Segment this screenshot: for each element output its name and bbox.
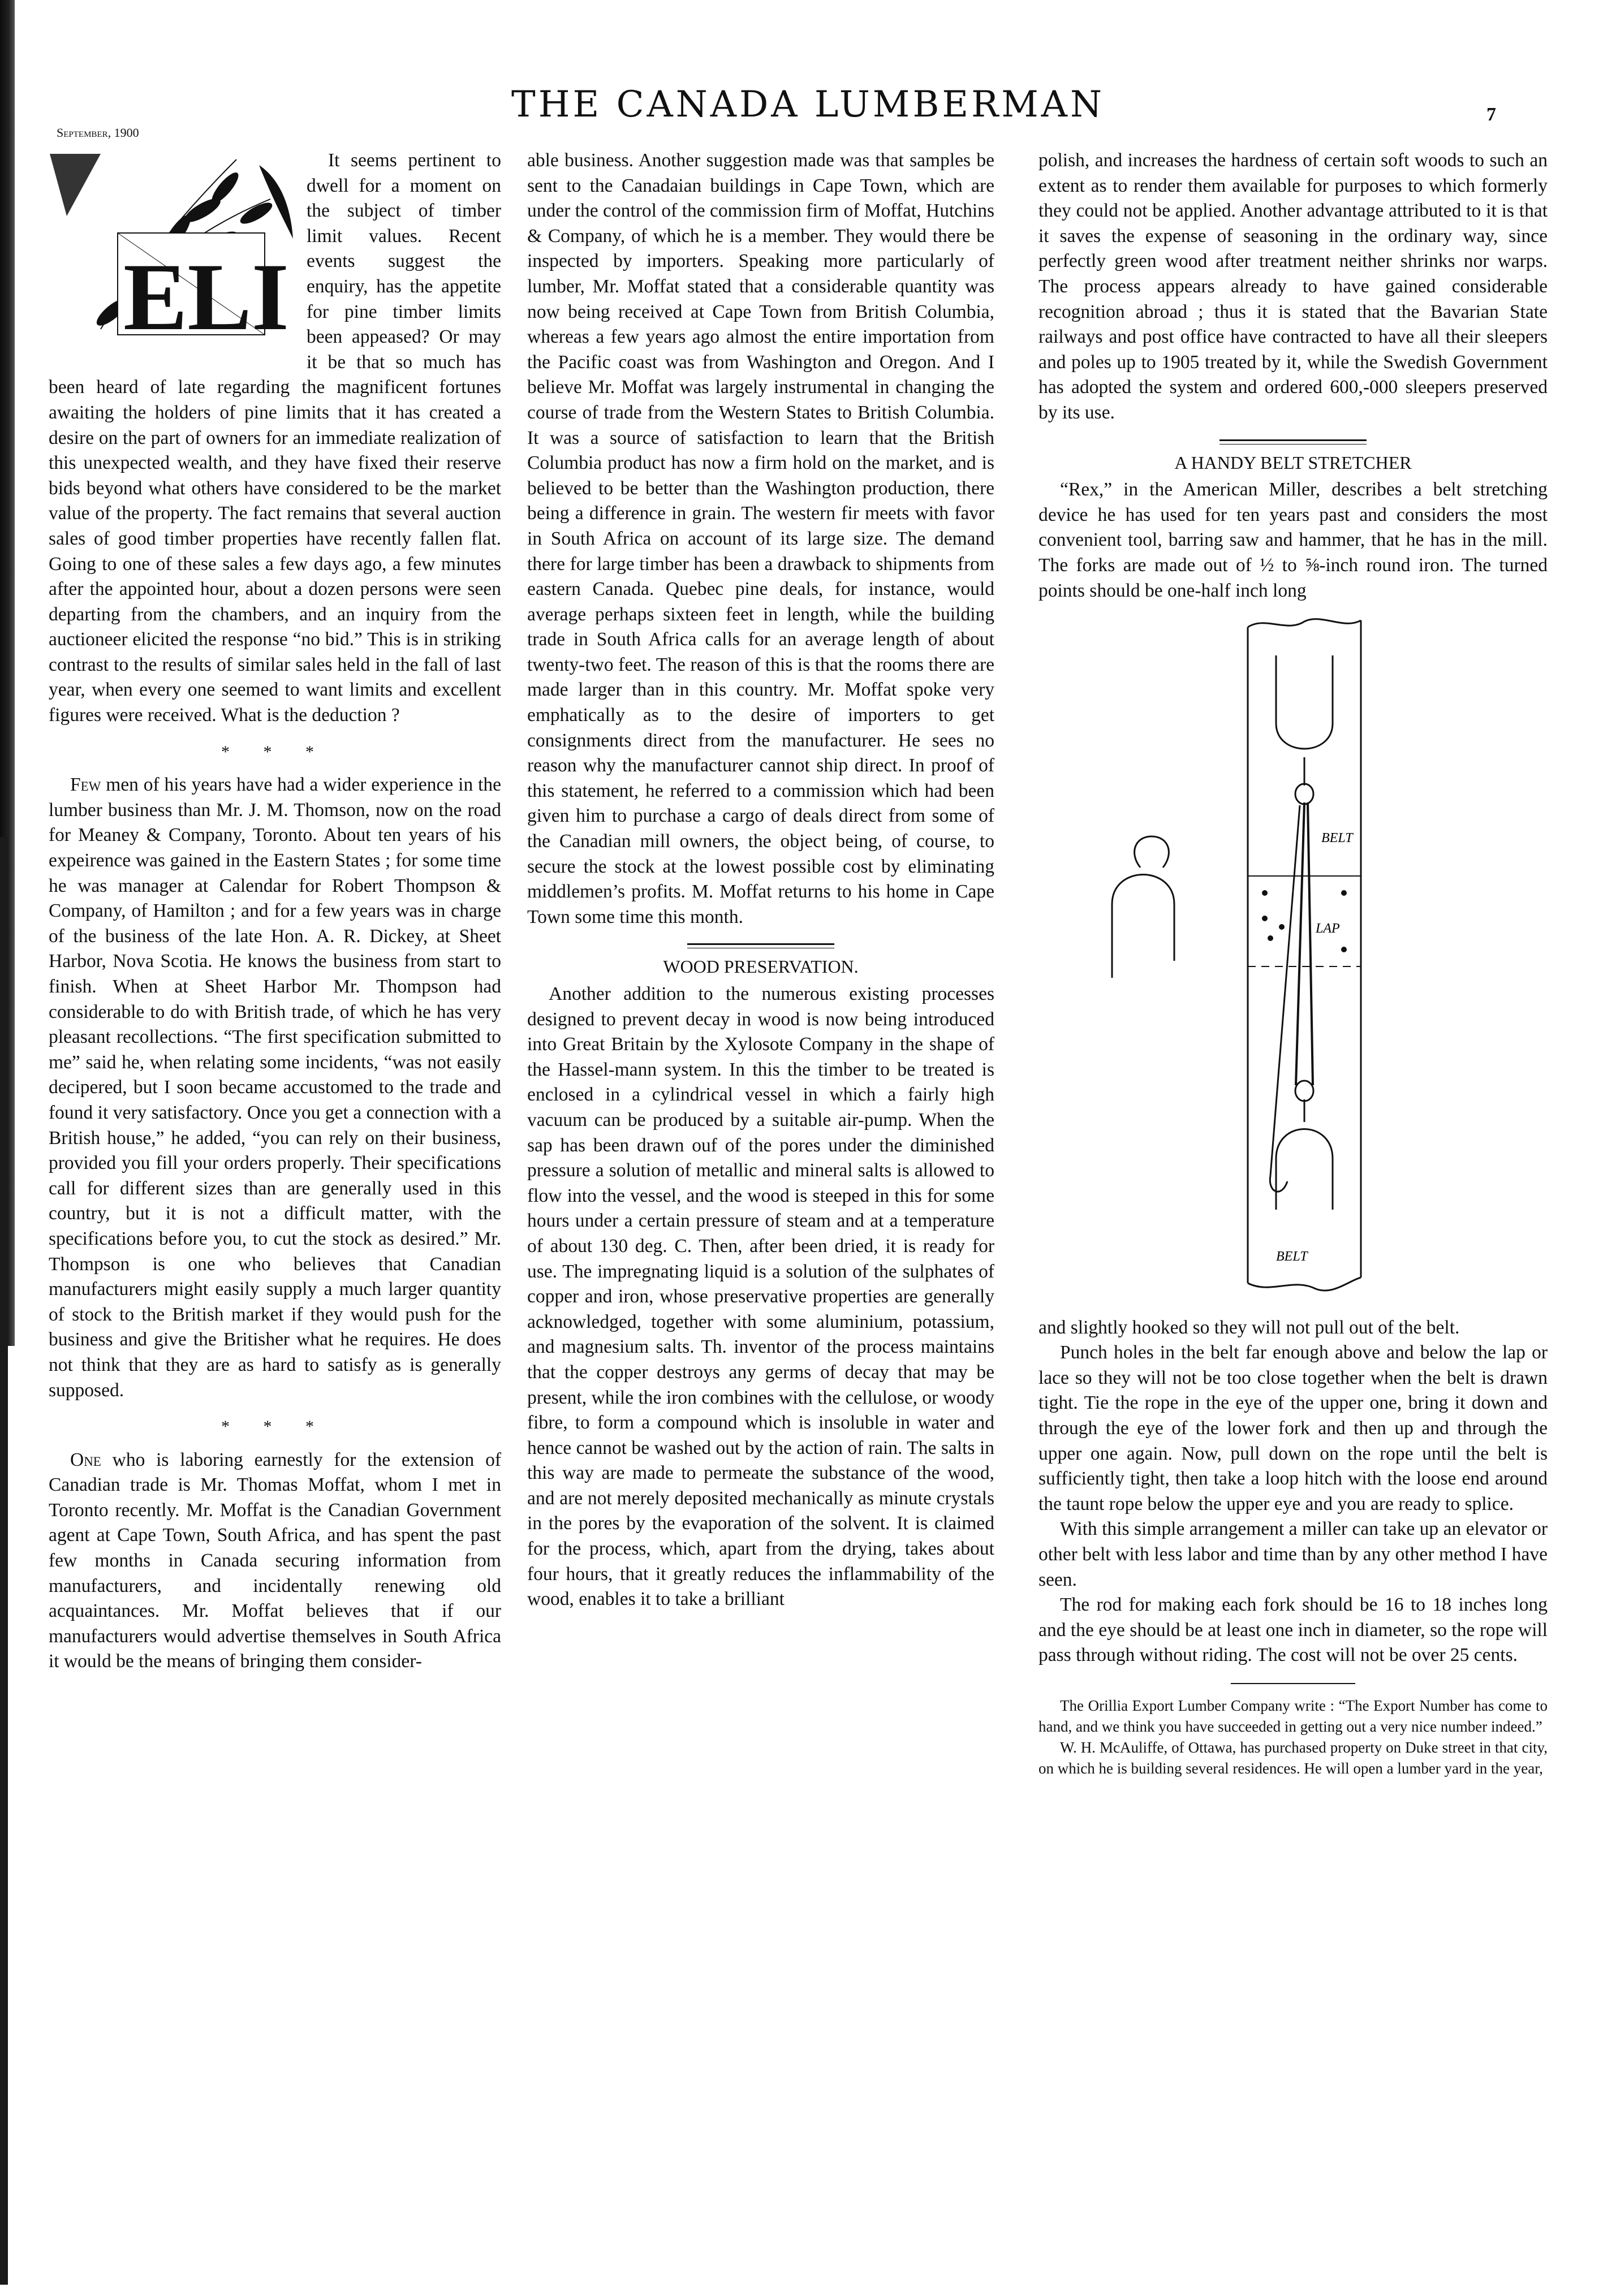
note-mcauliffe: W. H. McAuliffe, of Ottawa, has purchased property on Duke street in that city, on which he is building several residences. He will open a lumber yard in the year, [1038,1739,1548,1777]
heading-belt-stretcher: A HANDY BELT STRETCHER [1174,452,1412,473]
article-text: men of his years have had a wider experience in the lumber business than Mr. J. M. Thomson, now on the road for Meaney & Company, Toronto. About ten years of his expeirence was gained in the Eastern States ; for some time he was manager at Calendar for Robert Thompson & Company, of Hamilton ; and for a few years was in charge of the business of the late Hon. A. R. Dickey, at Sheet Harbor, Nova Scotia. He knows the business from start to finish. When at Sheet Harbor Mr. Thompson had considerable to do with British trade, of which he has very pleasant recollections. “The first specification submitted to me” said he, when relating some incidents, “was not easily decipered, but I soon became accustomed to the trade and found it very satisfactory. Once you get a connection with a British house,” he added, “you can rely on their business, provided you fill your orders properly. Their specifications call for different sizes than are generally used in this country, but it is not a difficult matter, with the specifications before you, to cut the stock as desired.” Mr. Thompson is one who believes that Canadian manufacturers might easily supply a much larger quantity of stock to the British market if they would push for the business and give the Britisher what he requires. He does not think that they are as hard to satisfy as is generally supposed. [49,774,501,1401]
lead-word: Few [70,774,101,796]
article-belt-rod: The rod for making each fork should be 16 to 18 inches long and the eye should be at least one inch in diameter, so the rope will pass through without riding. The cost will not be over 25 cents. [1038,1594,1548,1666]
label-belt-top: BELT [1321,831,1353,846]
article-timber-limits: It seems pertinent to dwell for a moment on the subject of timber limit values. Recent events suggest the enquiry, has the appetite for pine timber limits been appeased? Or may it be that so much has been heard of late regarding the magnificent fortunes awaiting the holders of pine limits that it has created a desire on the part of owners for an immediate realization of this unexpected wealth, and they have fixed their reserve bids beyond what others have considered to be the market value of the property. The fact remains that several auction sales of good timber properties have recently fallen flat. Going to one of these sales a few days ago, a few minutes after the appointed hour, about a dozen persons were seen departing from the chambers, and an inquiry from the auctioneer elicited the response “no bid.” This is in striking contrast to the results of similar sales held in the fall of last year, when every one seemed to want limits and excellent figures were received. What is the deduction ? [49,150,501,726]
article-moffat [49,1448,501,1674]
section-separator: * * * [221,1417,329,1436]
article-text: who is laboring earnestly for the extension of Canadian trade is Mr. Thomas Moffat, whom I met in Toronto recently. Mr. Moffat is the Canadian Government agent at Cape Town, South Africa, and has spent the past few months in Canada securing information from manufacturers, and incidentally renewing old acquaintances. Mr. Moffat believes that if our manufacturers would advertise themselves in South Africa it would be the means of bringing them consider- [49,1449,501,1672]
news-notes [1038,1695,1548,1779]
article-thomson [49,772,501,1403]
label-lap: LAP [1316,921,1340,936]
section-separator: * * * [221,742,329,761]
lead-word: One [70,1449,101,1470]
decorative-initial [33,148,299,359]
section-rule [687,943,834,948]
note-orillia: The Orillia Export Lumber Company write : “The Export Number has come to hand, and we think you have succeeded in getting out a very nice number indeed.” [1038,1697,1548,1735]
column-2 [527,148,994,1612]
issue-date: September, 1900 [57,126,139,140]
article-wood-preservation: Another addition to the numerous existing processes designed to prevent decay in wood is now being introduced into Great Britain by the Xylosote Company in the shape of the Hassel-mann system. In this the timber to be treated is enclosed in a cylindrical vessel in which a fairly high vacuum can be produced by a suitable air-pump. When the sap has been drawn ouf of the pores under the diminished pressure a solution of metallic and mineral salts is allowed to flow into the vessel, and the wood is steeped in this for some hours under a certain pressure of steam and at a temperature of about 130 deg. C. Then, after been dried, it is ready for use. The impregnating liquid is a solution of the sulphates of copper and iron, whose preservative properties are generally acknowledged, together with some aluminium, potassium, and magnesium salts. Th. inventor of the process maintains that the copper destroys any germs of decay that may be present, while the iron combines with the cellulose, or woody fibre, to form a compound which is insoluble in water and hence cannot be washed out by the action of rain. The salts in this way are made to permeate the substance of the wood, and are not merely deposited mechanically as minute crystals in the pores by the evaporation of the solvent. It is claimed for the process, which, apart from the drying, takes about four hours, that it greatly reduces the inflammability of the wood, enables it to take a brilliant [527,983,994,1610]
article-belt-continued: and slightly hooked so they will not pull out of the belt. [1038,1317,1460,1338]
heading-wood-preservation: WOOD PRESERVATION. [663,956,859,977]
binding-edge-lower [0,837,8,2285]
article-belt-advantage: With this simple arrangement a miller can take up an elevator or other belt with less labor and time than by any other method I have seen. [1038,1518,1548,1590]
label-belt-bottom: BELT [1276,1249,1308,1264]
article-wood-preservation-continued: polish, and increases the hardness of certain soft woods to such an extent as to render them available for purposes to which formerly they could not be applied. Another advantage attributed to it is that it saves the expense of seasoning in the ordinary way, since perfectly green wood after treatment neither shrinks nor warps. The process appears already to have gained considerable recognition abroad ; thus it is stated that the Bavarian State railways and post office have contracted to have all their sleepers and poles up to 1905 treated by it, while the Swedish Government has adopted the system and ordered 600,-000 sleepers preserved by its use. [1038,150,1548,423]
article-belt-stretcher: “Rex,” in the American Miller, describes a belt stretching device he has used for ten years past and considers the most convenient tool, barring saw and hammer, that he has in the mill. The forks are made out of ½ to ⅝-inch round iron. The turned points should be one-half inch long [1038,479,1548,601]
masthead-title: THE CANADA LUMBERMAN [511,84,1105,126]
page-number: 7 [1486,104,1496,125]
section-rule [1219,439,1367,444]
article-belt-instructions: Punch holes in the belt far enough above and below the lap or lace so they will not be too close together when the belt is drawn tight. Tie the rope in the eye of the upper one, bring it down and through the eye of the lower fork and then up and through the upper one again. Now, pull down on the rope until the belt is sufficiently tight, then take a loop hitch with the loose end around the taunt rope below the upper eye and you are ready to splice. [1038,1342,1548,1514]
belt-stretcher-illustration [1038,610,1548,1300]
column-3 [1038,148,1548,1779]
article-moffat-continued: able business. Another suggestion made was that samples be sent to the Canadaian buildings in Cape Town, which are under the control of the commission firm of Moffat, Hutchins & Company, of which he is a member. They would there be inspected by importers. Speaking more particularly of lumber, Mr. Moffat stated that a considerable quantity was now being received at Cape Town from British Columbia, whereas a few years ago almost the entire importation from the Pacific coast was from Washington and Oregon. And I believe Mr. Moffat was largely instrumental in changing the course of trade from the Western States to British Columbia. It was a source of satisfaction to learn that the British Columbia product has now a firm hold on the market, and is believed to be better than the Washington production, there being a difference in grain. The western fir meets with favor in South Africa on account of its large size. The demand there for large timber has been a drawback to shipments from eastern Canada. Quebec pine deals, for instance, would average perhaps sixteen feet in length, while the building trade in South Africa calls for an average length of about twenty-two feet. The reason of this is that the rooms there are made larger than in this country. Mr. Moffat spoke very emphatically as to the desire of importers to get consignments direct from the manufacturer. He sees no reason why the manufacturer cannot ship direct. In proof of this statement, he referred to a commission which had been given him to purchase a cargo of deals direct from some of the Canadian mill owners, the object being, of course, to secure the stock at the lowest possible cost by eliminating middlemen’s profits. M. Moffat returns to his home in Cape Town some time this month. [527,150,994,927]
column-1 [49,148,501,1674]
initial-letters: ELI [123,244,289,350]
section-rule [1231,1683,1355,1684]
